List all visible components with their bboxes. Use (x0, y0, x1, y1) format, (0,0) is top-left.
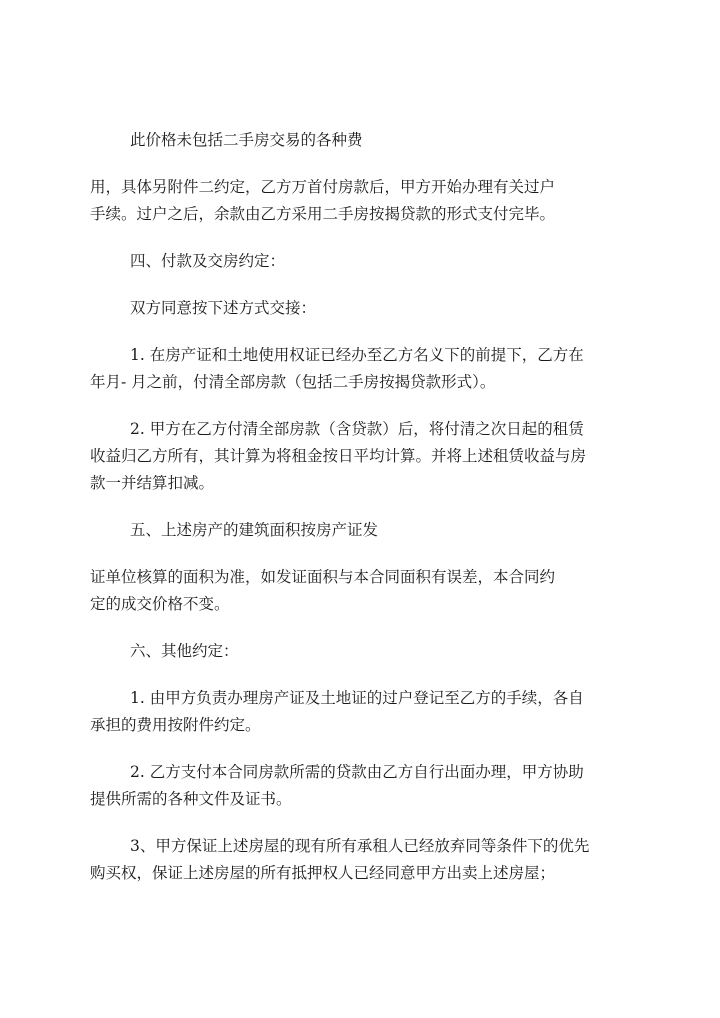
section-heading-payment-delivery (90, 248, 635, 275)
clause-4-2 (90, 416, 635, 497)
paragraph-line: 收益归乙方所有，其计算为将租金按日平均计算。并将上述租赁收益与房 (90, 447, 587, 465)
paragraph-line: 证单位核算的面积为准，如发证面积与本合同面积有误差，本合同约 (90, 568, 556, 586)
clause-6-1 (90, 685, 635, 739)
paragraph-line: 用，具体另附件二约定，乙方万首付房款后，甲方开始办理有关过户 (90, 178, 556, 196)
paragraph-line: 六、其他约定： (130, 642, 239, 660)
paragraph-line: 五、上述房产的建筑面积按房产证发 (130, 521, 379, 539)
section-heading-other (90, 638, 635, 665)
paragraph-handover-intro (90, 295, 635, 322)
paragraph-line: 四、付款及交房约定： (130, 252, 286, 270)
paragraph-line: 款一并结算扣减。 (90, 474, 215, 492)
paragraph-line: 双方同意按下述方式交接： (130, 299, 317, 317)
paragraph-line: 1. 在房产证和土地使用权证已经办至乙方名义下的前提下，乙方在 (130, 346, 584, 364)
paragraph-line: 2. 乙方支付本合同房款所需的贷款由乙方自行出面办理，甲方协助 (130, 763, 584, 781)
paragraph-line: 提供所需的各种文件及证书。 (90, 790, 292, 808)
paragraph-price-exclusion (90, 127, 635, 154)
paragraph-line: 定的成交价格不变。 (90, 595, 230, 613)
paragraph-line: 购买权，保证上述房屋的所有抵押权人已经同意甲方出卖上述房屋； (90, 864, 556, 882)
paragraph-area-terms (90, 564, 635, 618)
paragraph-payment-terms (90, 174, 635, 228)
paragraph-line: 承担的费用按附件约定。 (90, 716, 261, 734)
clause-4-1 (90, 342, 635, 396)
paragraph-line: 3、甲方保证上述房屋的现有所有承租人已经放弃同等条件下的优先 (130, 837, 590, 855)
paragraph-line: 年月- 月之前，付清全部房款（包括二手房按揭贷款形式）。 (90, 373, 496, 391)
paragraph-line: 2. 甲方在乙方付清全部房款（含贷款）后，将付清之次日起的租赁 (130, 420, 584, 438)
clause-6-3 (90, 833, 635, 887)
paragraph-line: 手续。过户之后，余款由乙方采用二手房按揭贷款的形式支付完毕。 (90, 205, 556, 223)
paragraph-line: 此价格未包括二手房交易的各种费 (130, 131, 363, 149)
document-body (90, 127, 635, 887)
paragraph-line: 1. 由甲方负责办理房产证及土地证的过户登记至乙方的手续，各自 (130, 689, 584, 707)
section-heading-area (90, 517, 635, 544)
clause-6-2 (90, 759, 635, 813)
